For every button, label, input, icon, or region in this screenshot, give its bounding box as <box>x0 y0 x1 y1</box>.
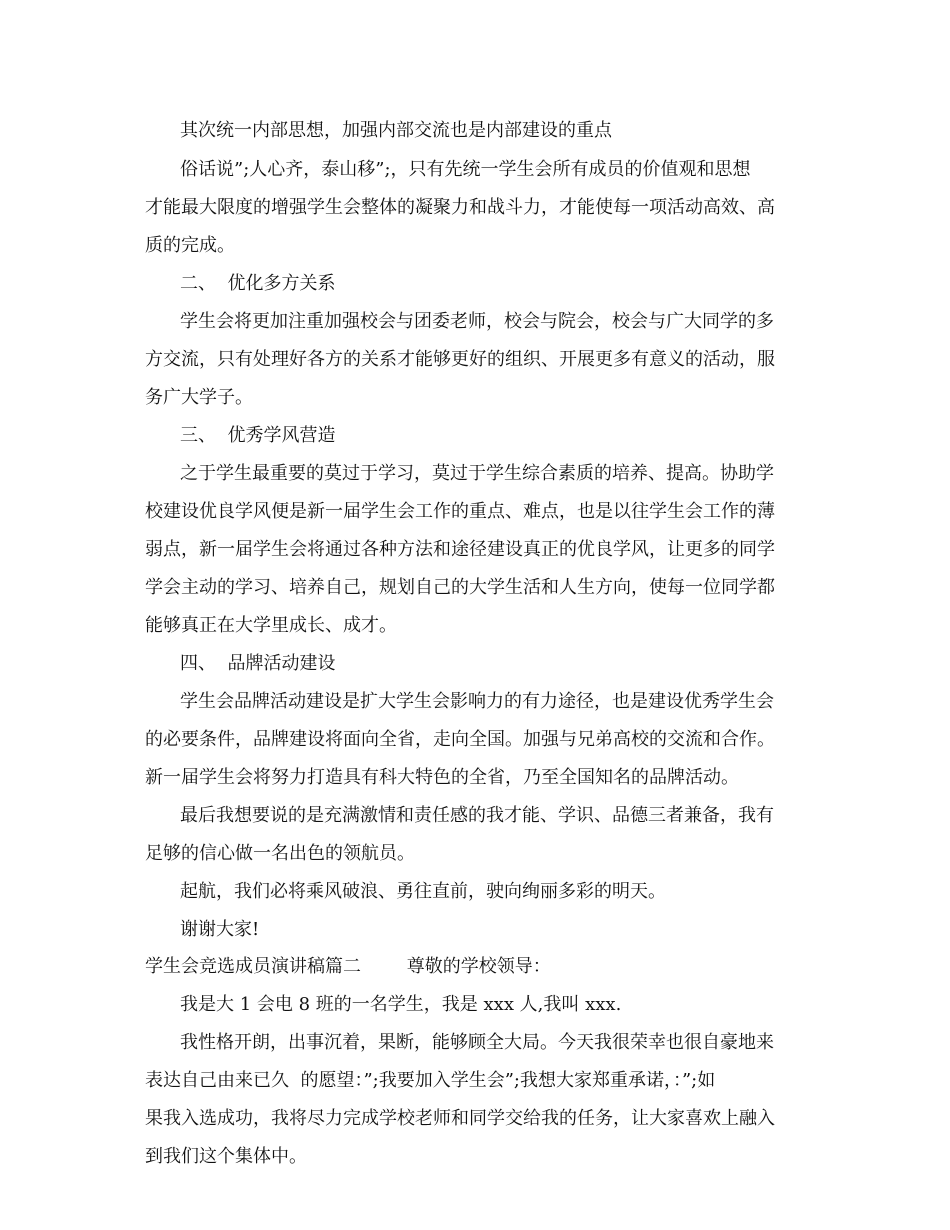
paragraph-line: 才能最大限度的增强学生会整体的凝聚力和战斗力，才能使每一项活动高效、高 <box>145 197 775 218</box>
section-heading: 三、 优秀学风营造 <box>180 425 336 446</box>
paragraph-line: 其次统一内部思想，加强内部交流也是内部建设的重点 <box>180 120 612 141</box>
paragraph-line: 足够的信心做一名出色的领航员。 <box>145 843 415 864</box>
paragraph-line: 到我们这个集体中。 <box>145 1146 307 1167</box>
paragraph-line: 质的完成。 <box>145 235 235 256</box>
paragraph-line: 起航，我们必将乘风破浪、勇往直前，驶向绚丽多彩的明天。 <box>180 881 666 902</box>
paragraph-line: 学生会品牌活动建设是扩大学生会影响力的有力途径，也是建设优秀学生会 <box>180 691 774 712</box>
paragraph-line: 新一届学生会将努力打造具有科大特色的全省，乃至全国知名的品牌活动。 <box>145 767 739 788</box>
paragraph-line: 的必要条件，品牌建设将面向全省，走向全国。加强与兄弟高校的交流和合作。 <box>145 729 775 750</box>
paragraph-line: 学生会将更加注重加强校会与团委老师，校会与院会，校会与广大同学的多 <box>180 311 774 332</box>
section-title: 学生会竞选成员演讲稿篇二 尊敬的学校领导： <box>145 956 551 977</box>
paragraph-line: 果我入选成功，我将尽力完成学校老师和同学交给我的任务，让大家喜欢上融入 <box>145 1108 775 1129</box>
paragraph-line: 校建设优良学风便是新一届学生会工作的重点、难点，也是以往学生会工作的薄 <box>145 501 775 522</box>
paragraph-line: 之于学生最重要的莫过于学习，莫过于学生综合素质的培养、提高。协助学 <box>180 463 774 484</box>
paragraph-line: 能够真正在大学里成长、成才。 <box>145 615 397 636</box>
paragraph-line: 表达自己由来已久 的愿望：”;我要加入学生会”;我想大家郑重承诺，：”;如 <box>145 1070 716 1091</box>
paragraph-line: 弱点，新一届学生会将通过各种方法和途径建设真正的优良学风，让更多的同学 <box>145 539 775 560</box>
section-heading: 二、 优化多方关系 <box>180 273 336 294</box>
paragraph-line: 谢谢大家! <box>180 919 260 940</box>
paragraph-line: 务广大学子。 <box>145 387 253 408</box>
paragraph-line: 我是大 1 会电 8 班的一名学生，我是 xxx 人,我叫 xxx. <box>180 994 622 1015</box>
paragraph-line: 俗话说”;人心齐，泰山移”;，只有先统一学生会所有成员的价值观和思想 <box>180 159 751 180</box>
paragraph-line: 方交流，只有处理好各方的关系才能够更好的组织、开展更多有意义的活动，服 <box>145 349 775 370</box>
paragraph-line: 我性格开朗，出事沉着，果断，能够顾全大局。今天我很荣幸也很自豪地来 <box>180 1032 774 1053</box>
paragraph-line: 学会主动的学习、培养自己，规划自己的大学生活和人生方向，使每一位同学都 <box>145 577 775 598</box>
section-heading: 四、 品牌活动建设 <box>180 653 336 674</box>
paragraph-line: 最后我想要说的是充满激情和责任感的我才能、学识、品德三者兼备，我有 <box>180 805 774 826</box>
